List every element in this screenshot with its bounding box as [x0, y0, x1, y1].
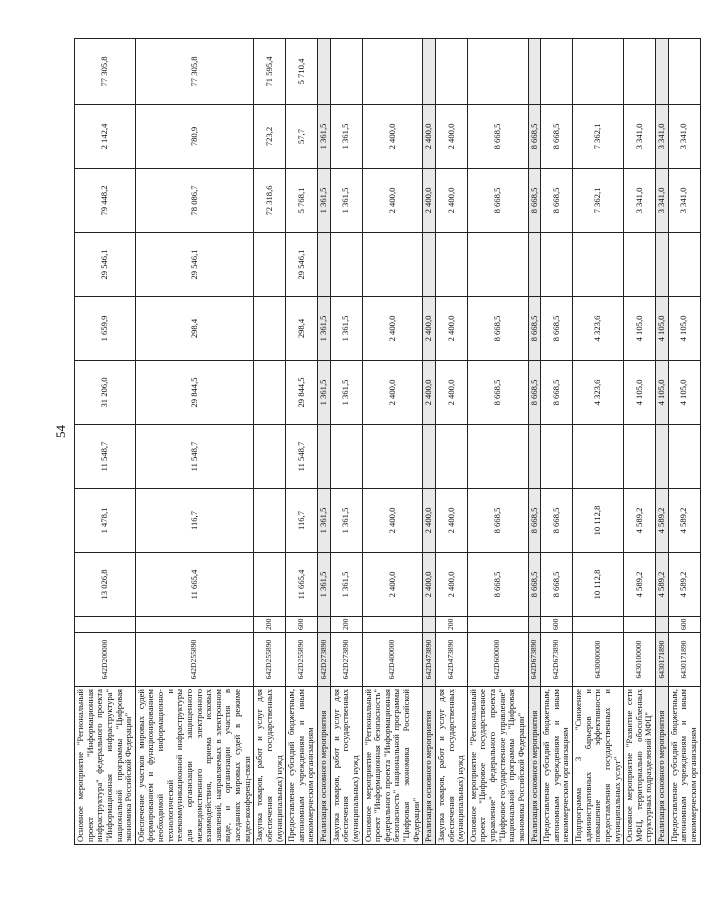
row-name-cell: Подпрограмма 3 "Снижение административных барьеров и повышение эффективности предоставления государственных и муниципальных услуг": [573, 687, 624, 845]
row-value-cell: [435, 233, 467, 297]
row-value-cell: 2 142,4: [75, 105, 136, 169]
row-value-cell: [573, 39, 624, 105]
row-code-cell: 642D400000: [362, 633, 423, 687]
row-name-cell: Закупка товаров, работ и услуг для обеспечения государственных (муниципальных) нужд: [435, 687, 467, 845]
table-row: [668, 39, 700, 845]
row-value-cell: [624, 39, 656, 105]
table-row: [541, 39, 573, 845]
row-code-cell: 642D255890: [286, 633, 318, 687]
row-value-cell: 4 589,2: [668, 553, 700, 617]
row-value-cell: 8 668,5: [467, 361, 528, 425]
row-value-cell: 3 341,0: [668, 105, 700, 169]
row-value-cell: 4 323,6: [573, 361, 624, 425]
row-value-cell: [541, 233, 573, 297]
row-expense-type-cell: 600: [286, 617, 318, 633]
row-name-cell: Основное мероприятие "Развитие сети МФЦ, территориально обособленных структурных подразделений МФЦ": [624, 687, 656, 845]
row-value-cell: 2 400,0: [435, 489, 467, 553]
table-row: [330, 39, 362, 845]
row-value-cell: 116,7: [286, 489, 318, 553]
row-code-cell: 642D600000: [467, 633, 528, 687]
row-value-cell: 1 361,5: [318, 105, 331, 169]
row-value-cell: 1 361,5: [330, 489, 362, 553]
row-value-cell: 4 105,0: [656, 361, 669, 425]
row-value-cell: 780,9: [135, 105, 254, 169]
row-value-cell: [362, 39, 423, 105]
row-code-cell: 642D473890: [435, 633, 467, 687]
row-value-cell: [423, 425, 436, 489]
row-value-cell: 4 105,0: [624, 361, 656, 425]
row-value-cell: [318, 39, 331, 105]
row-value-cell: [435, 425, 467, 489]
row-value-cell: 1 361,5: [330, 361, 362, 425]
row-value-cell: [656, 233, 669, 297]
row-value-cell: [318, 425, 331, 489]
table-row: [254, 39, 286, 845]
row-value-cell: 2 400,0: [435, 361, 467, 425]
row-value-cell: [528, 233, 541, 297]
row-value-cell: 11 665,4: [286, 553, 318, 617]
row-value-cell: 2 400,0: [423, 361, 436, 425]
table-row: [573, 39, 624, 845]
row-value-cell: [330, 39, 362, 105]
row-value-cell: 5 710,4: [286, 39, 318, 105]
row-value-cell: 3 341,0: [656, 105, 669, 169]
row-value-cell: 4 105,0: [656, 297, 669, 361]
row-value-cell: 10 112,8: [573, 553, 624, 617]
row-value-cell: 29 844,5: [286, 361, 318, 425]
row-value-cell: [668, 425, 700, 489]
row-value-cell: [668, 233, 700, 297]
row-value-cell: 8 668,5: [467, 489, 528, 553]
table-row: [624, 39, 656, 845]
table-row: [467, 39, 528, 845]
table-row: [528, 39, 541, 845]
row-name-cell: Предоставление субсидий бюджетным, автономным учреждениям и иным некоммерческим организациям: [668, 687, 700, 845]
row-value-cell: 2 400,0: [362, 553, 423, 617]
row-value-cell: [528, 39, 541, 105]
row-value-cell: 8 668,5: [541, 105, 573, 169]
row-code-cell: 642D273890: [330, 633, 362, 687]
row-code-cell: 642D273890: [318, 633, 331, 687]
page-number: 54: [53, 425, 68, 438]
row-value-cell: [624, 425, 656, 489]
row-value-cell: 29 844,5: [135, 361, 254, 425]
row-value-cell: [624, 233, 656, 297]
table-row: [75, 39, 136, 845]
row-value-cell: 5 768,1: [286, 169, 318, 233]
row-code-cell: 6430100000: [624, 633, 656, 687]
row-value-cell: 8 668,5: [467, 553, 528, 617]
row-value-cell: [528, 425, 541, 489]
table-body: [75, 39, 701, 845]
row-value-cell: 2 400,0: [435, 553, 467, 617]
row-value-cell: 1 659,9: [75, 297, 136, 361]
row-value-cell: 4 589,2: [656, 553, 669, 617]
row-value-cell: [467, 233, 528, 297]
row-name-cell: Реализация основного мероприятия: [423, 687, 436, 845]
row-value-cell: [423, 233, 436, 297]
row-value-cell: 2 400,0: [435, 297, 467, 361]
row-value-cell: 298,4: [286, 297, 318, 361]
row-value-cell: 8 668,5: [528, 169, 541, 233]
row-expense-type-cell: [362, 617, 423, 633]
row-value-cell: 29 546,1: [75, 233, 136, 297]
table-row: [656, 39, 669, 845]
row-value-cell: 1 361,5: [318, 297, 331, 361]
row-value-cell: 4 105,0: [624, 297, 656, 361]
row-code-cell: 642D255890: [135, 633, 254, 687]
row-value-cell: 4 105,0: [668, 297, 700, 361]
row-value-cell: 2 400,0: [423, 553, 436, 617]
row-name-cell: Закупка товаров, работ и услуг для обеспечения государственных (муниципальных) нужд: [330, 687, 362, 845]
row-value-cell: 8 668,5: [541, 169, 573, 233]
row-value-cell: 2 400,0: [362, 169, 423, 233]
row-expense-type-cell: [135, 617, 254, 633]
row-value-cell: 3 341,0: [656, 169, 669, 233]
row-value-cell: [435, 39, 467, 105]
row-expense-type-cell: [467, 617, 528, 633]
row-value-cell: [467, 425, 528, 489]
row-value-cell: [254, 425, 286, 489]
row-value-cell: 71 595,4: [254, 39, 286, 105]
row-name-cell: Обеспечение участков мировых судей формированием и функционированием необходимой информационно-технологической и телекоммуникационной инфраструктуры для организации защищенного межведомственного электронного взаимодействия, приема исковых заявлений, направляемых в электронном виде, и организации участия в заседаниях мировых судей в режиме видео-конференц-связи: [135, 687, 254, 845]
row-value-cell: [254, 297, 286, 361]
row-expense-type-cell: 200: [435, 617, 467, 633]
row-value-cell: 8 668,5: [541, 489, 573, 553]
row-value-cell: 8 668,5: [528, 489, 541, 553]
row-value-cell: 2 400,0: [435, 105, 467, 169]
row-value-cell: 1 361,5: [318, 489, 331, 553]
row-code-cell: 6430000000: [573, 633, 624, 687]
row-value-cell: 11 548,7: [75, 425, 136, 489]
row-code-cell: 6430171890: [656, 633, 669, 687]
table-row: [435, 39, 467, 845]
row-value-cell: 8 668,5: [467, 169, 528, 233]
row-value-cell: [656, 39, 669, 105]
row-value-cell: [467, 39, 528, 105]
row-value-cell: 2 400,0: [423, 489, 436, 553]
row-value-cell: 3 341,0: [624, 105, 656, 169]
row-value-cell: 78 086,7: [135, 169, 254, 233]
row-value-cell: 116,7: [135, 489, 254, 553]
row-value-cell: 8 668,5: [528, 105, 541, 169]
row-value-cell: 4 323,6: [573, 297, 624, 361]
row-expense-type-cell: [528, 617, 541, 633]
row-expense-type-cell: 600: [668, 617, 700, 633]
row-value-cell: 77 305,8: [135, 39, 254, 105]
table-row: [318, 39, 331, 845]
row-value-cell: 79 448,2: [75, 169, 136, 233]
table-row: [362, 39, 423, 845]
row-name-cell: Реализация основного мероприятия: [528, 687, 541, 845]
row-code-cell: 642D473890: [423, 633, 436, 687]
row-expense-type-cell: [423, 617, 436, 633]
row-value-cell: [573, 233, 624, 297]
row-value-cell: 29 546,1: [135, 233, 254, 297]
row-value-cell: 2 400,0: [362, 489, 423, 553]
row-code-cell: 642D673890: [541, 633, 573, 687]
row-value-cell: [254, 233, 286, 297]
row-value-cell: 2 400,0: [423, 297, 436, 361]
row-value-cell: 8 668,5: [541, 297, 573, 361]
row-value-cell: 8 668,5: [467, 297, 528, 361]
row-expense-type-cell: [75, 617, 136, 633]
row-value-cell: 4 589,2: [624, 489, 656, 553]
row-code-cell: 642D255890: [254, 633, 286, 687]
row-value-cell: 77 305,8: [75, 39, 136, 105]
row-value-cell: [318, 233, 331, 297]
row-expense-type-cell: 200: [330, 617, 362, 633]
row-value-cell: [541, 39, 573, 105]
row-value-cell: 1 361,5: [330, 105, 362, 169]
row-code-cell: 642D200000: [75, 633, 136, 687]
row-value-cell: 11 548,7: [135, 425, 254, 489]
row-value-cell: 8 668,5: [528, 361, 541, 425]
row-value-cell: 4 589,2: [624, 553, 656, 617]
table-row: [286, 39, 318, 845]
row-value-cell: 29 546,1: [286, 233, 318, 297]
row-name-cell: Основное мероприятие "Региональный проект "Цифровое государственное управление" федерального проекта "Цифровое государственное управление" национальной программы "Цифровая экономика Российской Федерации": [467, 687, 528, 845]
row-value-cell: 3 341,0: [624, 169, 656, 233]
rotated-table-area: [74, 39, 698, 845]
row-value-cell: 2 400,0: [362, 105, 423, 169]
row-expense-type-cell: [573, 617, 624, 633]
row-value-cell: [423, 39, 436, 105]
row-value-cell: 8 668,5: [541, 553, 573, 617]
row-value-cell: 8 668,5: [528, 553, 541, 617]
row-value-cell: [541, 425, 573, 489]
row-value-cell: 1 361,5: [318, 169, 331, 233]
row-value-cell: 4 105,0: [668, 361, 700, 425]
row-value-cell: [254, 489, 286, 553]
row-name-cell: Основное мероприятие "Региональный проект "Информационная безопасность" федерального проекта "Информационная безопасность" национальной программы "Цифровая экономика Российской Федерации": [362, 687, 423, 845]
row-value-cell: 1 361,5: [330, 169, 362, 233]
row-value-cell: [330, 233, 362, 297]
row-value-cell: 2 400,0: [435, 169, 467, 233]
row-value-cell: 1 361,5: [318, 361, 331, 425]
row-value-cell: 72 318,6: [254, 169, 286, 233]
row-expense-type-cell: [624, 617, 656, 633]
row-value-cell: 8 668,5: [541, 361, 573, 425]
row-value-cell: 11 665,4: [135, 553, 254, 617]
row-name-cell: Основное мероприятие "Региональный проект "Информационная инфраструктура" федерального проекта "Информационная инфраструктура" национальной программы "Цифровая экономика Российской Федерации": [75, 687, 136, 845]
row-value-cell: 4 589,2: [656, 489, 669, 553]
row-value-cell: 7 362,1: [573, 105, 624, 169]
row-value-cell: [254, 361, 286, 425]
budget-table: [74, 38, 701, 845]
table-row: [423, 39, 436, 845]
row-value-cell: [362, 233, 423, 297]
row-expense-type-cell: [656, 617, 669, 633]
row-value-cell: 10 112,8: [573, 489, 624, 553]
row-value-cell: 8 668,5: [467, 105, 528, 169]
row-code-cell: 6430171890: [668, 633, 700, 687]
row-value-cell: 3 341,0: [668, 169, 700, 233]
row-expense-type-cell: 200: [254, 617, 286, 633]
row-value-cell: [573, 425, 624, 489]
row-value-cell: 11 548,7: [286, 425, 318, 489]
row-name-cell: Предоставление субсидий бюджетным, автономным учреждениям и иным некоммерческим организациям: [541, 687, 573, 845]
row-value-cell: [254, 553, 286, 617]
row-value-cell: [656, 425, 669, 489]
row-value-cell: 1 478,1: [75, 489, 136, 553]
row-value-cell: 2 400,0: [362, 297, 423, 361]
row-value-cell: 1 361,5: [330, 553, 362, 617]
row-expense-type-cell: [318, 617, 331, 633]
row-value-cell: 7 362,1: [573, 169, 624, 233]
row-value-cell: [668, 39, 700, 105]
row-code-cell: 642D673890: [528, 633, 541, 687]
row-name-cell: Предоставление субсидий бюджетным, автономным учреждениям и иным некоммерческим организациям: [286, 687, 318, 845]
row-expense-type-cell: 600: [541, 617, 573, 633]
row-value-cell: 57,7: [286, 105, 318, 169]
row-value-cell: 298,4: [135, 297, 254, 361]
row-name-cell: Закупка товаров, работ и услуг для обеспечения государственных (муниципальных) нужд: [254, 687, 286, 845]
row-value-cell: 1 361,5: [318, 553, 331, 617]
row-name-cell: Реализация основного мероприятия: [656, 687, 669, 845]
row-value-cell: 2 400,0: [423, 169, 436, 233]
row-value-cell: 13 026,8: [75, 553, 136, 617]
row-value-cell: 4 589,2: [668, 489, 700, 553]
row-value-cell: 31 206,0: [75, 361, 136, 425]
table-row: [135, 39, 254, 845]
row-value-cell: [362, 425, 423, 489]
row-value-cell: 2 400,0: [423, 105, 436, 169]
row-value-cell: 2 400,0: [362, 361, 423, 425]
row-value-cell: [330, 425, 362, 489]
row-value-cell: 1 361,5: [330, 297, 362, 361]
row-value-cell: 723,2: [254, 105, 286, 169]
row-name-cell: Реализация основного мероприятия: [318, 687, 331, 845]
row-value-cell: 8 668,5: [528, 297, 541, 361]
